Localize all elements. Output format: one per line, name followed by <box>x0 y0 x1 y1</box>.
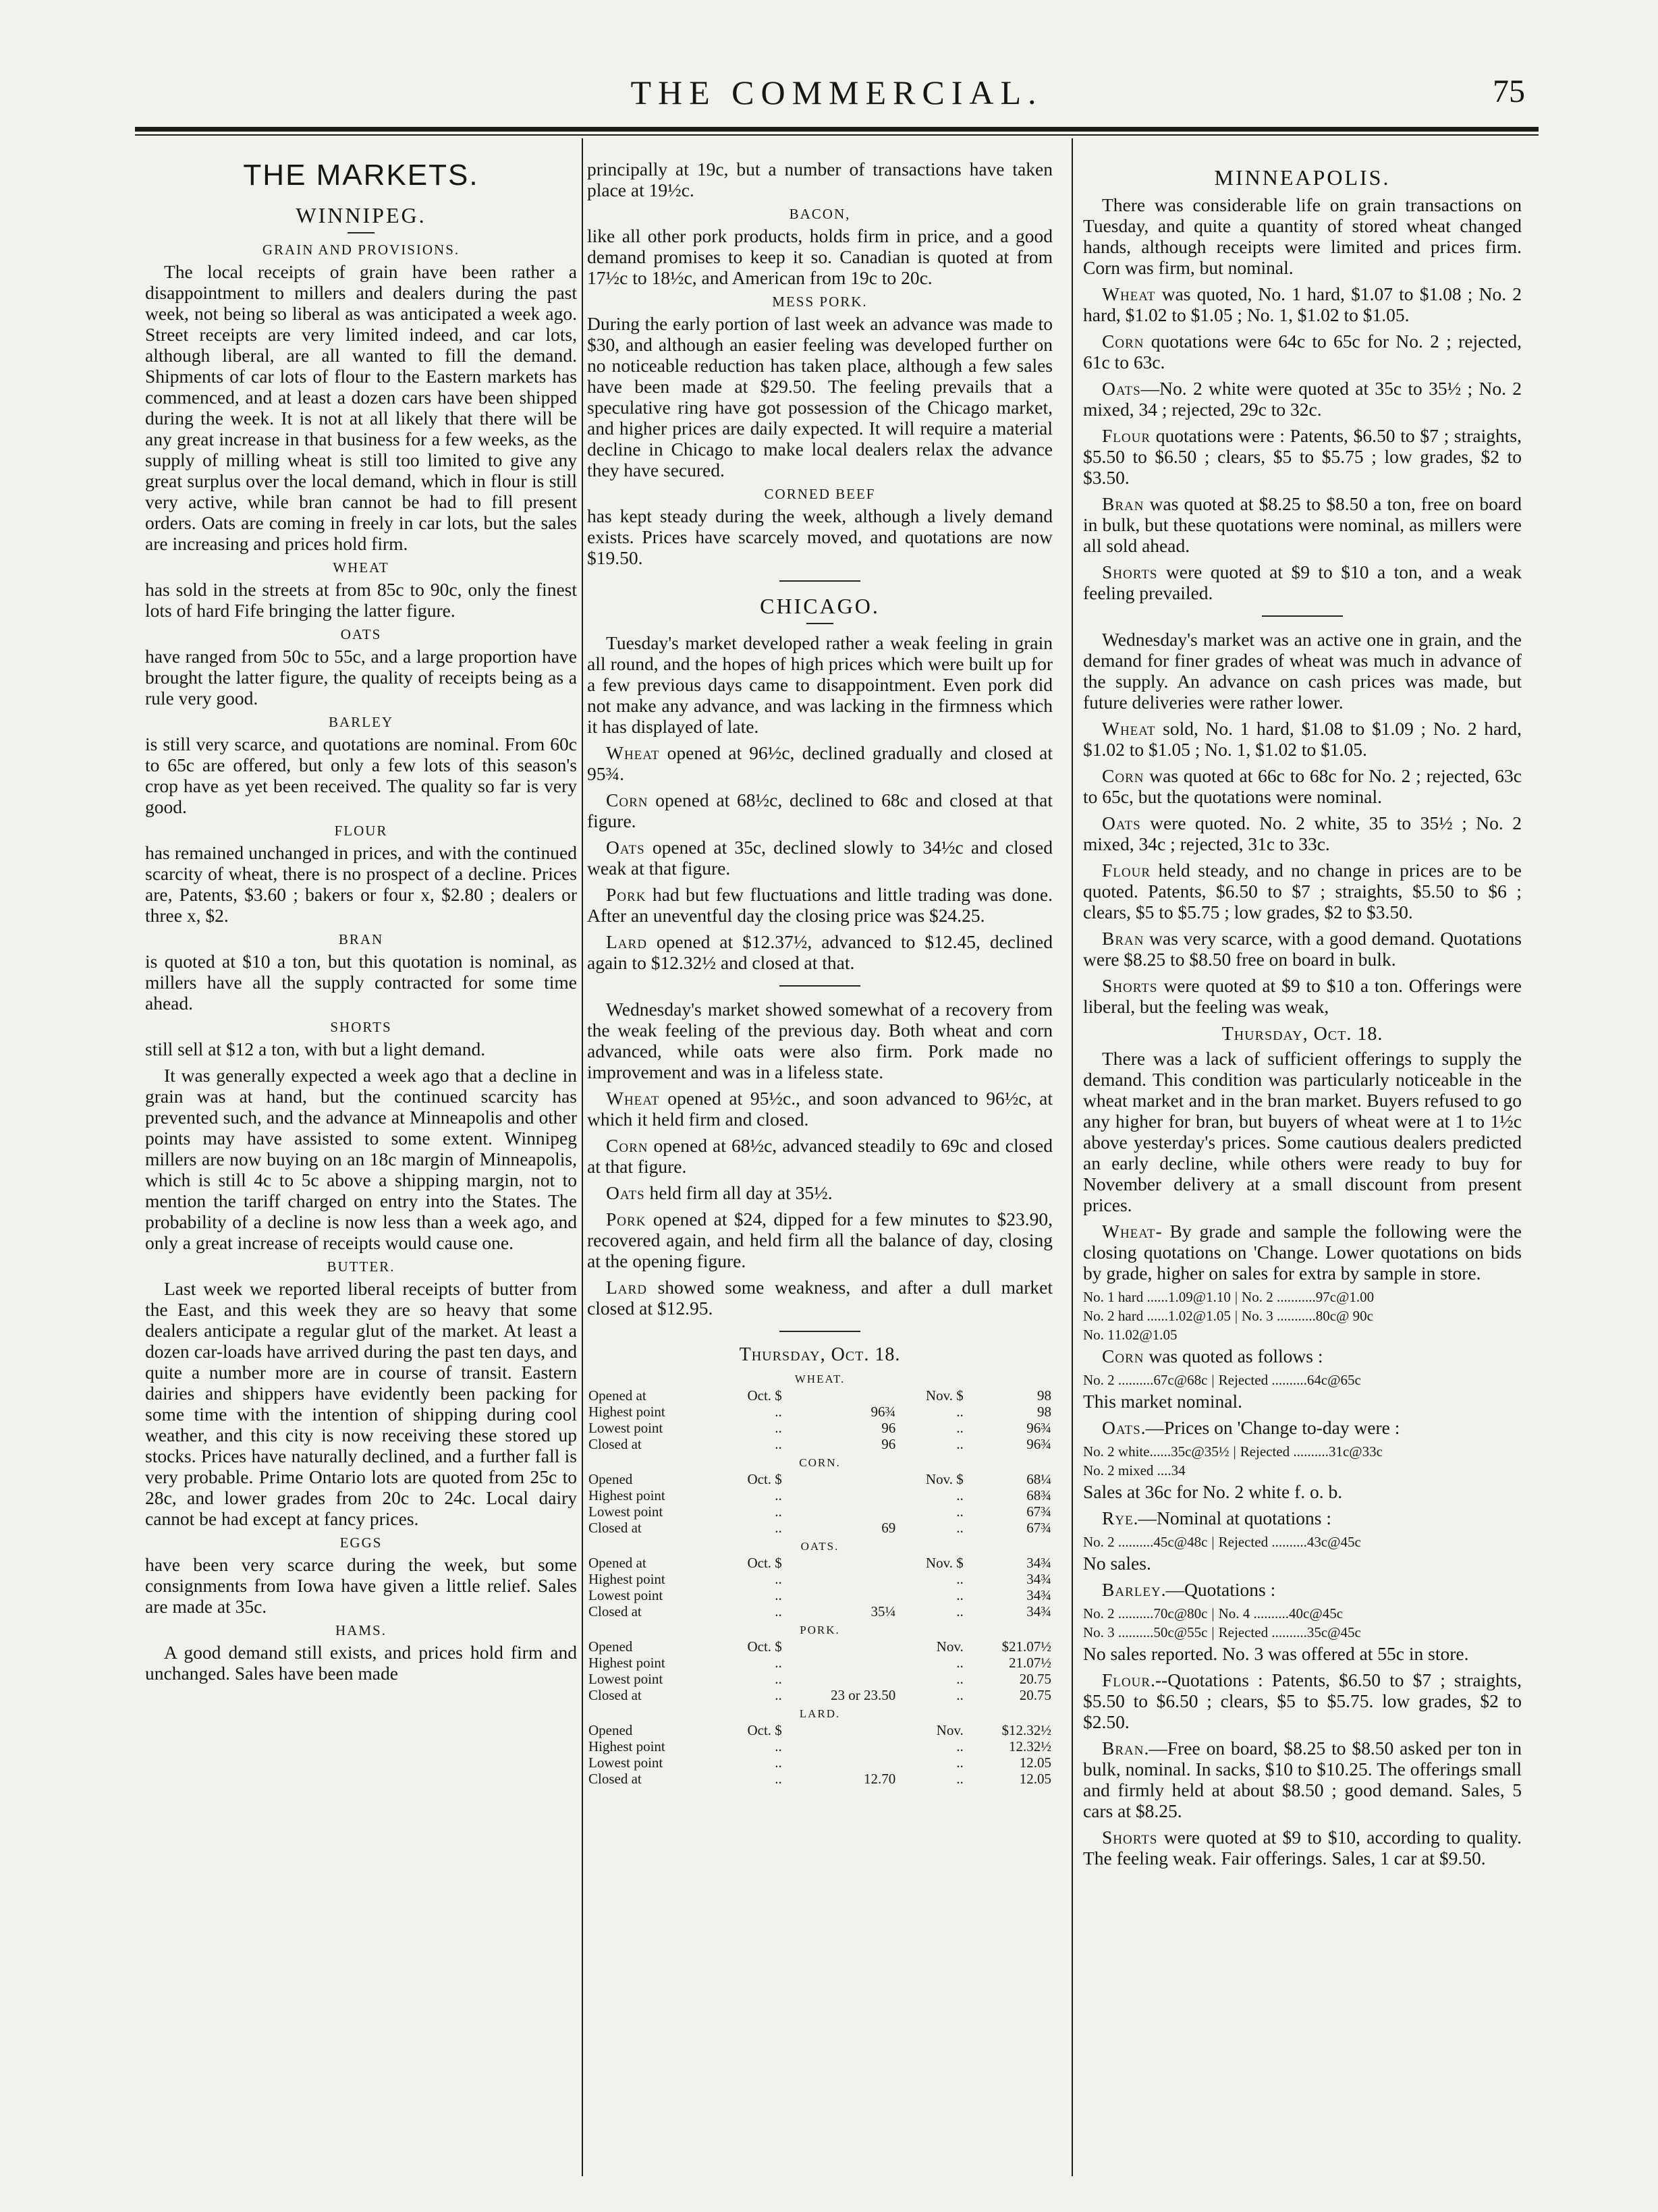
table-cell: Lowest point <box>588 1671 663 1687</box>
table-row <box>587 1587 1053 1603</box>
table-cell: Highest point <box>588 1487 665 1503</box>
table-cell: .. <box>775 1754 782 1771</box>
quotation-cell: 50c@55c <box>1153 1624 1208 1640</box>
table-row <box>587 1487 1053 1503</box>
mpls-wed-flour-paragraph: Flour held steady, and no change in prices are to be quoted. Patents, $6.50 to $7 ; straights, $5.50 to $6 ; clears, $5 to $5.75 ; low grades, $2 to $3.50. <box>1083 860 1522 922</box>
table-cell: .. <box>775 1487 782 1503</box>
table-cell: .. <box>775 1687 782 1703</box>
mess-pork-subheading: MESS PORK. <box>772 294 868 310</box>
table-cell: Lowest point <box>588 1754 663 1771</box>
quotation-cell: No. 2 white...... <box>1083 1443 1171 1460</box>
quotation-cell: 1.09@1.10 <box>1167 1289 1231 1305</box>
mpls-shorts-paragraph: Shorts were quoted at $9 to $10 a ton, and a weak feeling prevailed. <box>1083 561 1522 603</box>
table-cell: 12.70 <box>863 1771 896 1787</box>
oats-quotation-block <box>1083 1443 1522 1478</box>
table-cell: 96 <box>881 1436 896 1452</box>
table-cell: 96 <box>881 1420 896 1436</box>
rye-quotation-block <box>1083 1534 1522 1550</box>
table-row <box>587 1603 1053 1620</box>
table-cell <box>783 1555 897 1571</box>
table-cell: .. <box>775 1404 782 1420</box>
quotation-line: No. 2 white......35c@35½| Rejected ..........31c@33c <box>1083 1443 1383 1460</box>
table-cell: $21.07½ <box>1001 1638 1051 1655</box>
table-row <box>587 1520 1053 1536</box>
table-cell: Opened <box>588 1471 633 1487</box>
corn-quotation-block <box>1083 1372 1522 1388</box>
mpls-thu-flour-paragraph: Flour.--Quotations : Patents, $6.50 to $7 ; straights, $5.50 to $6.50 ; clears, $5 to $5.75. low grades, $2 to $2.50. <box>1083 1669 1522 1732</box>
table-cell: .. <box>775 1420 782 1436</box>
table-cell: .. <box>956 1420 964 1436</box>
page-number: 75 <box>1493 74 1525 109</box>
quotation-cell: 97c@1.00 <box>1315 1289 1375 1305</box>
minneapolis-heading: MINNEAPOLIS. <box>1214 165 1391 190</box>
table-cell: 68¼ <box>1026 1471 1051 1487</box>
mpls-wed-oats-paragraph: Oats were quoted. No. 2 white, 35 to 35½ ; No. 2 mixed, 34c ; rejected, 31c to 33c. <box>1083 812 1522 854</box>
table-cell: .. <box>956 1571 964 1587</box>
table-row <box>587 1754 1053 1771</box>
table-cell: Closed at <box>588 1771 642 1787</box>
masthead-rule-thick <box>135 127 1539 132</box>
table-cell: .. <box>956 1436 964 1452</box>
bran-subheading: BRAN <box>338 931 384 947</box>
quotation-line: No. 2 hard ......1.02@1.05| No. 3 ...........80c@ 90c <box>1083 1308 1373 1324</box>
table-cell: 34¾ <box>1026 1587 1051 1603</box>
table-row <box>587 1387 1053 1404</box>
quotation-line: No. 1 hard ......1.09@1.10| No. 2 ...........97c@1.00 <box>1083 1289 1375 1305</box>
chicago-lard-paragraph: Lard opened at $12.37½, advanced to $12.45, declined again to $12.32½ and closed at that. <box>587 931 1053 973</box>
chicago-wed-corn-paragraph: Corn opened at 68½c, advanced steadily to 69c and closed at that figure. <box>587 1135 1053 1177</box>
quotation-cell: No. 4 .......... <box>1218 1605 1290 1622</box>
table-cell: .. <box>956 1404 964 1420</box>
barley-note: No sales reported. No. 3 was offered at 55c in store. <box>1083 1643 1469 1664</box>
quotation-cell: No. 2 mixed .... <box>1083 1462 1171 1478</box>
mpls-bran-paragraph: Bran was quoted at $8.25 to $8.50 a ton, free on board in bulk, but these quotations were nominal, as millers were all sold ahead. <box>1083 493 1522 556</box>
table-cell: 12.05 <box>1019 1771 1051 1787</box>
table-row <box>587 1738 1053 1754</box>
table-cell: .. <box>956 1687 964 1703</box>
table-cell: .. <box>956 1503 964 1520</box>
table-cell: Oct. $ <box>747 1722 782 1738</box>
wheat-quotation-block <box>1083 1289 1522 1343</box>
table-row <box>587 1638 1053 1655</box>
quotation-cell: 40c@45c <box>1289 1605 1344 1622</box>
table-row <box>587 1436 1053 1452</box>
table-cell <box>783 1754 897 1771</box>
table-cell: Highest point <box>588 1655 665 1671</box>
table-cell: .. <box>775 1738 782 1754</box>
mpls-thu-corn-paragraph: Corn was quoted as follows : <box>1102 1346 1323 1366</box>
quotation-cell: No. 1 hard ...... <box>1083 1289 1168 1305</box>
table-cell: Nov. $ <box>925 1387 964 1404</box>
table-cell: 34¾ <box>1026 1571 1051 1587</box>
table-cell: Closed at <box>588 1520 642 1536</box>
table-cell: .. <box>775 1503 782 1520</box>
section-separator <box>779 985 860 987</box>
shorts-paragraph: still sell at $12 a ton, with but a light demand. <box>145 1039 486 1059</box>
table-cell <box>783 1471 897 1487</box>
table-cell: .. <box>775 1655 782 1671</box>
table-cell: 23 or 23.50 <box>830 1687 896 1703</box>
table-row <box>587 1722 1053 1738</box>
flour-subheading: FLOUR <box>334 823 388 839</box>
mpls-thu-barley-paragraph: Barley.—Quotations : <box>1102 1579 1276 1600</box>
table-cell <box>783 1387 897 1404</box>
quotation-cell: 67c@68c <box>1153 1372 1208 1388</box>
table-section-heading: LARD. <box>799 1707 841 1720</box>
table-cell <box>783 1487 897 1503</box>
table-cell <box>783 1503 897 1520</box>
rye-note: No sales. <box>1083 1553 1151 1574</box>
quotation-cell: No. 2 hard ...... <box>1083 1308 1168 1324</box>
table-cell <box>783 1638 897 1655</box>
table-cell: $12.32½ <box>1001 1722 1051 1738</box>
quotation-line: No. 2 ..........70c@80c| No. 4 ..........40c@45c <box>1083 1605 1344 1622</box>
table-cell: 98 <box>1037 1404 1051 1420</box>
winnipeg-intro-paragraph: The local receipts of grain have been rather a disappointment to millers and dealers during the past week, not being so liberal as was anticipated a week ago. Street receipts are very limited indeed, and car lots, although liberal, are all wanted to fill the demand. Shipments of car lots of flour to the Eastern markets has commenced, and at least a dozen cars have been shipped during the week. It is not at all likely that there will be any great increase in that business for a few weeks, as the supply of milling wheat is still too limited to give any great surplus over the local demand, which in flour is still very active, while bran cannot be had to fill present orders. Oats are coming in freely in car lots, but the sales are increasing and prices hold firm. <box>145 261 577 554</box>
table-cell: Opened <box>588 1638 633 1655</box>
quotation-cell: 34 <box>1171 1462 1186 1478</box>
table-cell <box>783 1587 897 1603</box>
table-row <box>587 1655 1053 1671</box>
column-chicago <box>587 159 1053 2176</box>
table-cell: Opened <box>588 1722 633 1738</box>
quotation-cell: Rejected .......... <box>1218 1372 1307 1388</box>
masthead-rule-thin <box>135 134 1539 136</box>
table-row <box>587 1555 1053 1571</box>
table-cell: .. <box>956 1671 964 1687</box>
table-cell: 96¾ <box>871 1404 896 1420</box>
quotation-cell: Rejected .......... <box>1240 1443 1329 1460</box>
hams-subheading: HAMS. <box>335 1622 387 1638</box>
wheat-paragraph: has sold in the streets at from 85c to 90c, only the finest lots of hard Fife bringing the latter figure. <box>145 579 577 621</box>
chicago-pork-paragraph: Pork had but few fluctuations and little trading was done. After an uneventful day the closing price was $24.25. <box>587 884 1053 926</box>
table-cell: 34¾ <box>1026 1603 1051 1620</box>
quotation-line <box>1083 1327 1522 1343</box>
oats-subheading: OATS <box>340 626 382 642</box>
flour-paragraph: has remained unchanged in prices, and with the continued scarcity of wheat, there is no prospect of a decline. Prices are, Patents, $3.60 ; bakers or four x, $2.80 ; dealers or three x, $2. <box>145 842 577 926</box>
hams-paragraph: A good demand still exists, and prices hold firm and unchanged. Sales have been made <box>145 1642 577 1684</box>
table-row <box>587 1420 1053 1436</box>
mpls-thu-rye-paragraph: Rye.—Nominal at quotations : <box>1102 1508 1331 1528</box>
table-cell <box>783 1722 897 1738</box>
table-row <box>587 1404 1053 1420</box>
table-cell: .. <box>956 1754 964 1771</box>
mess-pork-paragraph: During the early portion of last week an advance was made to $30, and although an easier feeling was developed further on no noticeable reduction has taken place, although a few sales have been made at $29.50. The feeling prevails that a speculative ring have got possession of the Chicago market, and higher prices are daily expected. It will require a material decline in Chicago to make local dealers relax the advance they have secured. <box>587 313 1053 480</box>
chicago-wednesday-intro: Wednesday's market showed somewhat of a recovery from the weak feeling of the previous day. Both wheat and corn advanced, while oats were also firm. Pork made no improvement and was in a lifeless state. <box>587 999 1053 1082</box>
table-cell: .. <box>956 1738 964 1754</box>
table-cell: 67¾ <box>1026 1520 1051 1536</box>
table-row <box>587 1471 1053 1487</box>
quotation-cell: Rejected .......... <box>1218 1534 1307 1550</box>
quotation-cell: No. 2 ........... <box>1242 1289 1316 1305</box>
column-rule-2 <box>1072 138 1073 2176</box>
table-cell: 35¼ <box>871 1603 896 1620</box>
quotation-line <box>1083 1462 1522 1478</box>
barley-subheading: BARLEY <box>329 714 393 730</box>
table-cell: .. <box>956 1487 964 1503</box>
eggs-paragraph: have been very scarce during the week, but some consignments from Iowa have given a little relief. Sales are made at 35c. <box>145 1554 577 1617</box>
markets-heading: THE MARKETS. <box>243 159 479 192</box>
oats-paragraph: have ranged from 50c to 55c, and a large proportion have brought the latter figure, the quality of receipts being as a rule very good. <box>145 646 577 709</box>
column-winnipeg <box>145 159 577 2176</box>
table-cell: 12.05 <box>1019 1754 1051 1771</box>
table-cell: .. <box>775 1771 782 1787</box>
table-cell: Closed at <box>588 1436 642 1452</box>
table-cell: 12.32½ <box>1009 1738 1051 1754</box>
grain-provisions-subheading: GRAIN AND PROVISIONS. <box>262 242 460 258</box>
barley-quotation-block <box>1083 1605 1522 1640</box>
table-cell: Nov. $ <box>925 1555 964 1571</box>
table-section-heading: PORK. <box>800 1624 840 1636</box>
table-cell: .. <box>956 1603 964 1620</box>
table-cell: Opened at <box>588 1555 646 1571</box>
quotation-cell: 35c@45c <box>1306 1624 1361 1640</box>
quotation-cell: No. 2 .......... <box>1083 1534 1154 1550</box>
table-cell: .. <box>775 1603 782 1620</box>
table-cell: 68¾ <box>1026 1487 1051 1503</box>
quotation-cell: No. 3 ........... <box>1242 1308 1316 1324</box>
table-cell: .. <box>956 1771 964 1787</box>
chicago-wed-oats-paragraph: Oats held firm all day at 35½. <box>606 1182 833 1203</box>
mpls-thursday-heading: Thursday, Oct. 18. <box>1221 1024 1383 1045</box>
mpls-wed-wheat-paragraph: Wheat sold, No. 1 hard, $1.08 to $1.09 ; No. 2 hard, $1.02 to $1.05 ; No. 1, $1.02 to $1.05. <box>1083 718 1522 760</box>
winnipeg-heading: WINNIPEG. <box>296 203 426 227</box>
table-cell: Lowest point <box>588 1587 663 1603</box>
masthead <box>135 73 1539 120</box>
mpls-thu-wheat-paragraph: Wheat- By grade and sample the following were the closing quotations on 'Change. Lower quotations on bids by grade, higher on sales for extra by sample in store. <box>1083 1221 1522 1283</box>
table-cell <box>783 1571 897 1587</box>
table-section-heading: CORN. <box>799 1456 841 1469</box>
table-cell: 67¾ <box>1026 1503 1051 1520</box>
chicago-quotation-table <box>587 1368 1053 1787</box>
table-cell: Oct. $ <box>747 1555 782 1571</box>
table-cell: Opened at <box>588 1387 646 1404</box>
chicago-wed-pork-paragraph: Pork opened at $24, dipped for a few minutes to $23.90, recovered again, and held firm all the balance of day, closing at the opening figure. <box>587 1209 1053 1271</box>
corn-note: This market nominal. <box>1083 1391 1242 1412</box>
dash-divider <box>348 232 375 233</box>
table-row <box>587 1503 1053 1520</box>
mpls-thu-oats-paragraph: Oats.—Prices on 'Change to-day were : <box>1102 1417 1400 1438</box>
decline-paragraph: It was generally expected a week ago that a decline in grain was at hand, but the continued scarcity has prevented such, and the advance at Minneapolis and other points may have assisted to some extent. Winnipeg millers are now buying on an 18c margin of Minneapolis, which is still 4c to 5c above a shipping margin, not to mention the tariff charged on entry into the States. The probability of a decline is now less than a week ago, and only a great increase of receipts would cause one. <box>145 1065 577 1253</box>
corned-beef-paragraph: has kept steady during the week, although a lively demand exists. Prices have scarcely moved, and quotations are now $19.50. <box>587 505 1053 568</box>
table-cell: 69 <box>881 1520 896 1536</box>
table-cell: 21.07½ <box>1009 1655 1051 1671</box>
table-cell: 20.75 <box>1019 1671 1051 1687</box>
table-cell: Highest point <box>588 1571 665 1587</box>
quotation-cell: Rejected .......... <box>1218 1624 1307 1640</box>
mpls-flour-paragraph: Flour quotations were : Patents, $6.50 to $7 ; straights, $5.50 to $6.50 ; clears, $5 to $5.75 ; low grades, $2 to $3.50. <box>1083 425 1522 488</box>
chicago-thursday-heading: Thursday, Oct. 18. <box>739 1344 901 1365</box>
table-cell: Closed at <box>588 1687 642 1703</box>
quotation-cell: No. 1 <box>1083 1327 1115 1343</box>
table-cell <box>783 1738 897 1754</box>
quotation-cell: 70c@80c <box>1153 1605 1208 1622</box>
section-separator <box>779 1331 860 1332</box>
bacon-paragraph: like all other pork products, holds firm in price, and a good demand promises to keep it so. Canadian is quoted at from 17½c to 18½c, and American from 19c to 20c. <box>587 225 1053 288</box>
table-cell: .. <box>956 1587 964 1603</box>
table-cell <box>783 1655 897 1671</box>
quotation-cell: 35c@35½ <box>1171 1443 1229 1460</box>
table-cell: Oct. $ <box>747 1638 782 1655</box>
quotation-cell: 45c@48c <box>1153 1534 1208 1550</box>
table-section-heading: WHEAT. <box>794 1373 846 1385</box>
quotation-cell: 43c@45c <box>1306 1534 1361 1550</box>
quotation-line: No. 3 ..........50c@55c| Rejected ..........35c@45c <box>1083 1624 1361 1640</box>
quotation-line: No. 2 ..........67c@68c| Rejected ..........64c@65c <box>1083 1372 1361 1388</box>
table-cell: .. <box>775 1436 782 1452</box>
chicago-wed-wheat-paragraph: Wheat opened at 95½c., and soon advanced to 96½c, at which it held firm and closed. <box>587 1088 1053 1130</box>
chicago-wed-lard-paragraph: Lard showed some weakness, and after a dull market closed at $12.95. <box>587 1277 1053 1319</box>
shorts-subheading: SHORTS <box>330 1019 392 1035</box>
table-cell: Nov. <box>936 1638 964 1655</box>
table-cell: .. <box>956 1655 964 1671</box>
table-row <box>587 1687 1053 1703</box>
hams-continued-paragraph: principally at 19c, but a number of transactions have taken place at 19½c. <box>587 159 1053 200</box>
column-minneapolis <box>1083 159 1522 2176</box>
butter-paragraph: Last week we reported liberal receipts of butter from the East, and this week they are so heavy that some dealers anticipate a regular glut of the market. At least a dozen car-loads have arrived during the past ten days, and quite a number more are in course of transit. Eastern dairies and shippers have evidently been packing for some time with the intention of shipping during cool weather, and this city is now receiving these stored up stocks. Prices have naturally declined, and a further fall is very probable. Prime Ontario lots are quoted from 25c to 28c, and lower grades from 20c to 24c. Local dairy cannot be had except at fancy prices. <box>145 1278 577 1529</box>
corned-beef-subheading: CORNED BEEF <box>764 486 876 502</box>
table-cell: 34¾ <box>1026 1555 1051 1571</box>
column-rule-1 <box>582 138 583 2176</box>
chicago-tuesday-intro: Tuesday's market developed rather a weak feeling in grain all round, and the hopes of high prices which were built up for a few previous days came to disappointment. Even pork did not make any advance, and was lacking in the firmness which it has displayed of late. <box>587 632 1053 737</box>
mpls-wed-shorts-paragraph: Shorts were quoted at $9 to $10 a ton. Offerings were liberal, but the feeling was weak, <box>1083 975 1522 1017</box>
quotation-cell: No. 2 .......... <box>1083 1605 1154 1622</box>
section-separator <box>779 580 860 582</box>
table-cell: Oct. $ <box>747 1387 782 1404</box>
table-cell: Highest point <box>588 1738 665 1754</box>
wheat-subheading: WHEAT <box>333 559 389 576</box>
table-cell: .. <box>775 1571 782 1587</box>
section-separator <box>1262 615 1343 617</box>
table-cell: .. <box>775 1671 782 1687</box>
table-cell: 98 <box>1037 1387 1051 1404</box>
quotation-cell: 1.02@1.05 <box>1167 1308 1231 1324</box>
chicago-heading: CHICAGO. <box>760 594 880 618</box>
mpls-wednesday-intro: Wednesday's market was an active one in grain, and the demand for finer grades of wheat was much in advance of the supply. An advance on cash prices was made, but future deliveries were rather lower. <box>1083 629 1522 713</box>
mpls-thursday-intro: There was a lack of sufficient offerings to supply the demand. This condition was particularly noticeable in the wheat market and in the bran market. Buyers refused to go any higher for bran, but buyers of wheat were at 1 to 1½c above yesterday's prices. Some cautious dealers predicted an early decline, while others were ready to buy for November delivery at a small discount from present prices. <box>1083 1048 1522 1215</box>
eggs-subheading: EGGS <box>339 1534 383 1551</box>
publication-title: THE COMMERCIAL. <box>630 74 1043 111</box>
table-cell: Lowest point <box>588 1420 663 1436</box>
mpls-oats-paragraph: Oats—No. 2 white were quoted at 35c to 35½ ; No. 2 mixed, 34 ; rejected, 29c to 32c. <box>1083 378 1522 420</box>
mpls-wheat-paragraph: Wheat was quoted, No. 1 hard, $1.07 to $1.08 ; No. 2 hard, $1.02 to $1.05 ; No. 1, $1.02 to $1.05. <box>1083 283 1522 325</box>
mpls-thu-bran-paragraph: Bran.—Free on board, $8.25 to $8.50 asked per ton in bulk, nominal. In sacks, $10 to $10.25. The offerings small and firmly held at about $8.50 ; good demand. Sales, 5 cars at $8.25. <box>1083 1738 1522 1821</box>
table-cell: .. <box>775 1587 782 1603</box>
table-cell <box>783 1671 897 1687</box>
table-section-heading: OATS. <box>800 1540 839 1553</box>
quotation-cell: 80c@ 90c <box>1315 1308 1373 1324</box>
table-cell: Nov. <box>936 1722 964 1738</box>
table-cell: .. <box>775 1520 782 1536</box>
quotation-cell: No. 3 .......... <box>1083 1624 1154 1640</box>
barley-paragraph: is still very scarce, and quotations are nominal. From 60c to 65c are offered, but only a few lots of this season's crop have as yet been received. The quality so far is very good. <box>145 734 577 817</box>
quotation-cell: No. 2 .......... <box>1083 1372 1154 1388</box>
mpls-wed-bran-paragraph: Bran was very scarce, with a good demand. Quotations were $8.25 to $8.50 free on board in bulk. <box>1083 928 1522 970</box>
quotation-line: No. 2 ..........45c@48c| Rejected ..........43c@45c <box>1083 1534 1361 1550</box>
table-row <box>587 1771 1053 1787</box>
quotation-cell: 64c@65c <box>1306 1372 1361 1388</box>
mpls-wed-corn-paragraph: Corn was quoted at 66c to 68c for No. 2 ; rejected, 63c to 65c, but the quotations were nominal. <box>1083 765 1522 807</box>
chicago-corn-paragraph: Corn opened at 68½c, declined to 68c and closed at that figure. <box>587 790 1053 831</box>
mpls-corn-paragraph: Corn quotations were 64c to 65c for No. 2 ; rejected, 61c to 63c. <box>1083 331 1522 372</box>
table-cell: Lowest point <box>588 1503 663 1520</box>
chicago-oats-paragraph: Oats opened at 35c, declined slowly to 34½c and closed weak at that figure. <box>587 837 1053 879</box>
table-cell: 20.75 <box>1019 1687 1051 1703</box>
table-cell: 96¾ <box>1026 1420 1051 1436</box>
mpls-thu-shorts-paragraph: Shorts were quoted at $9 to $10, according to quality. The feeling weak. Fair offerings. Sales, 1 car at $9.50. <box>1083 1827 1522 1869</box>
table-cell: Oct. $ <box>747 1471 782 1487</box>
table-row <box>587 1571 1053 1587</box>
bran-paragraph: is quoted at $10 a ton, but this quotation is nominal, as millers have all the supply contracted for some time ahead. <box>145 951 577 1014</box>
table-cell: Highest point <box>588 1404 665 1420</box>
table-cell: Closed at <box>588 1603 642 1620</box>
quotation-cell: 31c@33c <box>1328 1443 1383 1460</box>
quotation-cell: 1.02@1.05 <box>1114 1327 1178 1343</box>
table-row <box>587 1671 1053 1687</box>
table-cell: 96¾ <box>1026 1436 1051 1452</box>
butter-subheading: BUTTER. <box>327 1259 395 1275</box>
minneapolis-tuesday-intro: There was considerable life on grain transactions on Tuesday, and quite a quantity of stored wheat changed hands, although receipts were limited and prices firm. Corn was firm, but nominal. <box>1083 194 1522 278</box>
bacon-subheading: BACON, <box>789 206 851 222</box>
table-cell: Nov. $ <box>925 1471 964 1487</box>
oats-note: Sales at 36c for No. 2 white f. o. b. <box>1083 1481 1343 1502</box>
table-cell: .. <box>956 1520 964 1536</box>
chicago-wheat-paragraph: Wheat opened at 96½c, declined gradually and closed at 95¾. <box>587 742 1053 784</box>
dash-divider <box>806 623 833 624</box>
